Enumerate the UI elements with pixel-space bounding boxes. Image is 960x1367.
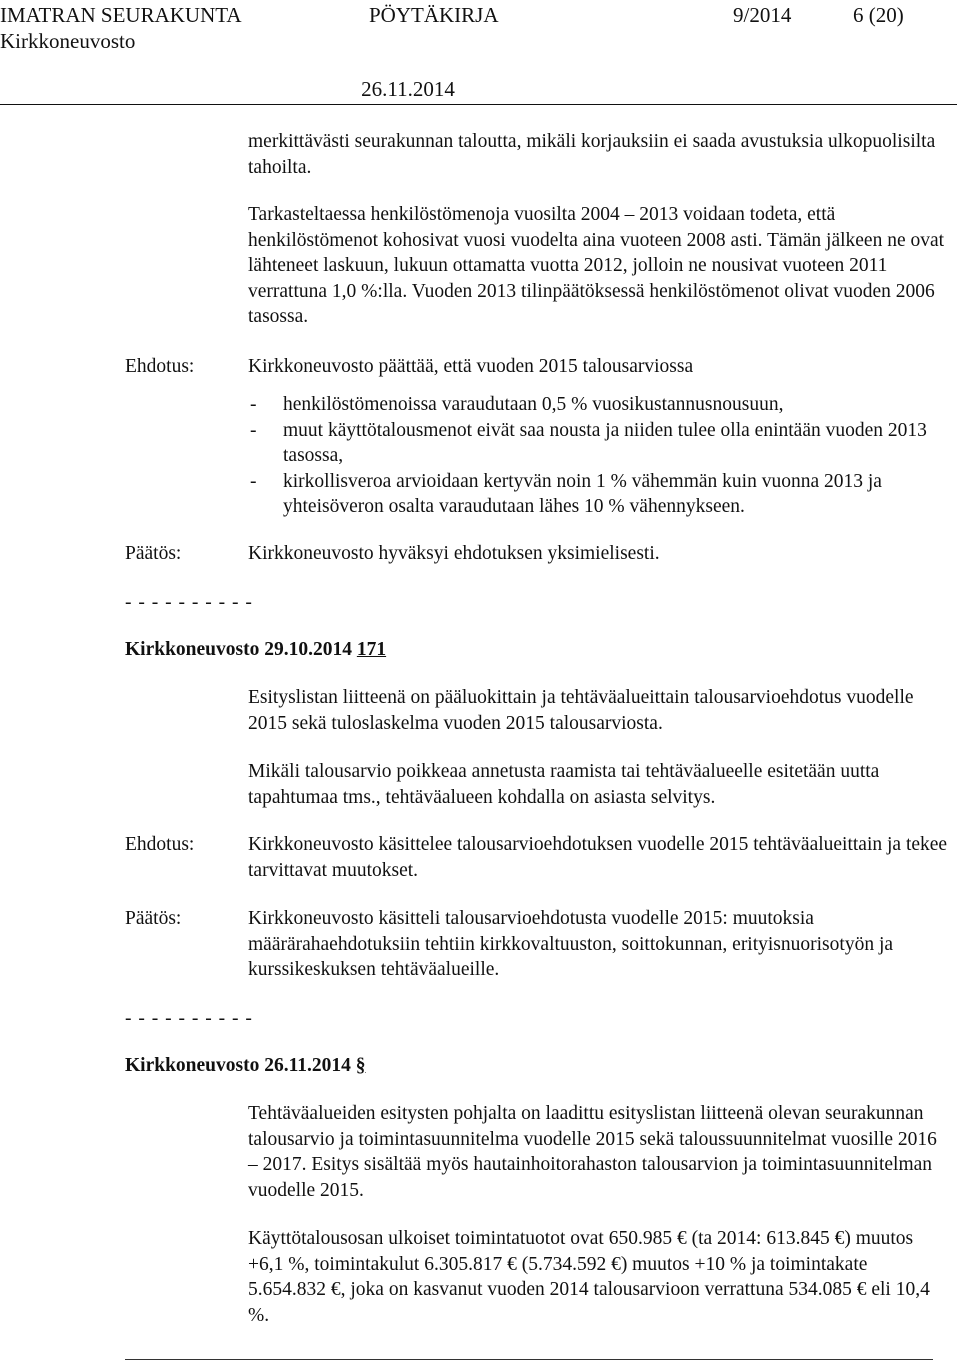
section-symbol: § bbox=[355, 1055, 366, 1076]
header-number: 9/2014 bbox=[733, 3, 792, 27]
section2-paragraph-1: Esityslistan liitteenä on pääluokittain ja tehtäväalueittain talousarvioehdotus vuodelle 2015 sekä tuloslaskelma vuoden 2015 talousarviosta. bbox=[248, 687, 914, 734]
decision-text: Kirkkoneuvosto käsitteli talousarvioehdotusta vuodelle 2015: muutoksia määrärahaehdotuksiin tehtiin kirkkovaltuuston, soittokunnan, erityisnuorisotyön ja kurssikeskuksen tehtäväalueille. bbox=[248, 908, 894, 980]
section3-paragraph-1: Tehtäväalueiden esitysten pohjalta on laadittu esityslistan liitteenä olevan seurakunnan talousarvio ja toimintasuunnitelma vuodelle 2015 sekä taloussuunnitelmat vuosille 2016 – 2017. Esitys sisältää myös hautainhoitorahaston talousarvion ja toimintasuunnitelman vuodelle 2015. bbox=[248, 1103, 937, 1201]
section-heading-title: Kirkkoneuvosto 26.11.2014 bbox=[125, 1055, 351, 1076]
decision-label: Päätös: bbox=[125, 908, 182, 929]
section2-paragraph-2: Mikäli talousarvio poikkeaa annetusta raamista tai tehtäväalueelle esitetään uutta tapahtumaa tms., tehtäväalueen kohdalla on asiasta selvitys. bbox=[248, 761, 880, 808]
section-number: 171 bbox=[356, 639, 387, 660]
section-heading bbox=[125, 637, 386, 663]
separator: - - - - - - - - - - bbox=[125, 1008, 253, 1029]
proposal-label: Ehdotus: bbox=[125, 356, 195, 377]
header-page: 6 (20) bbox=[853, 3, 904, 27]
section-heading-title: Kirkkoneuvosto 29.10.2014 bbox=[125, 639, 352, 660]
header-body-name: Kirkkoneuvosto bbox=[0, 29, 136, 53]
header-divider bbox=[0, 104, 957, 105]
section1-paragraph-1: merkittävästi seurakunnan taloutta, mikäli korjauksiin ei saada avustuksia ulkopuolisilta tahoilta. bbox=[248, 131, 936, 178]
list-item: - henkilöstömenoissa varaudutaan 0,5 % vuosikustannusnousuun, bbox=[248, 392, 948, 418]
proposal-text: Kirkkoneuvosto käsittelee talousarvioehdotuksen vuodelle 2015 tehtäväalueittain ja tekee tarvittavat muutokset. bbox=[248, 834, 948, 881]
list-item: - kirkollisveroa arvioidaan kertyvän noin 1 % vähemmän kuin vuonna 2013 ja yhteisöveron osalta varaudutaan lähes 10 % vähennykseen. bbox=[248, 469, 948, 520]
header-date: 26.11.2014 bbox=[361, 77, 455, 101]
list-item: - muut käyttötalousmenot eivät saa nousta ja niiden tulee olla enintään vuoden 2013 tasossa, bbox=[248, 418, 948, 469]
section-heading bbox=[125, 1053, 366, 1079]
proposal-list bbox=[248, 392, 948, 520]
proposal-text: Kirkkoneuvosto päättää, että vuoden 2015 talousarviossa bbox=[248, 356, 694, 377]
decision-label: Päätös: bbox=[125, 543, 182, 564]
separator: - - - - - - - - - - bbox=[125, 592, 253, 613]
section3-paragraph-2: Käyttötalousosan ulkoiset toimintatuotot ovat 650.985 € (ta 2014: 613.845 €) muutos +6,1 %, toimintakulut 6.305.817 € (5.734.592 €) muutos +10 % ja toimintakate 5.654.832 €, joka on kasvanut vuoden 2014 talousarvioon verrattuna 534.085 € eli 10,4 %. bbox=[248, 1228, 930, 1326]
footer-divider bbox=[125, 1359, 933, 1360]
proposal-label: Ehdotus: bbox=[125, 834, 195, 855]
header-org: IMATRAN SEURAKUNTA bbox=[0, 3, 242, 27]
section1-paragraph-2: Tarkasteltaessa henkilöstömenoja vuosilta 2004 – 2013 voidaan todeta, että henkilöstömenot kohosivat vuosi vuodelta aina vuoteen 2008 asti. Tämän jälkeen ne ovat lähteneet laskuun, lukuun ottamatta vuotta 2012, jolloin ne nousivat vuoteen 2011 verrattuna 1,0 %:lla. Vuoden 2013 tilinpäätöksessä henkilöstömenot olivat vuoden 2006 tasossa. bbox=[248, 204, 945, 327]
decision-text: Kirkkoneuvosto hyväksyi ehdotuksen yksimielisesti. bbox=[248, 543, 660, 564]
header-doc-type: PÖYTÄKIRJA bbox=[369, 3, 499, 27]
